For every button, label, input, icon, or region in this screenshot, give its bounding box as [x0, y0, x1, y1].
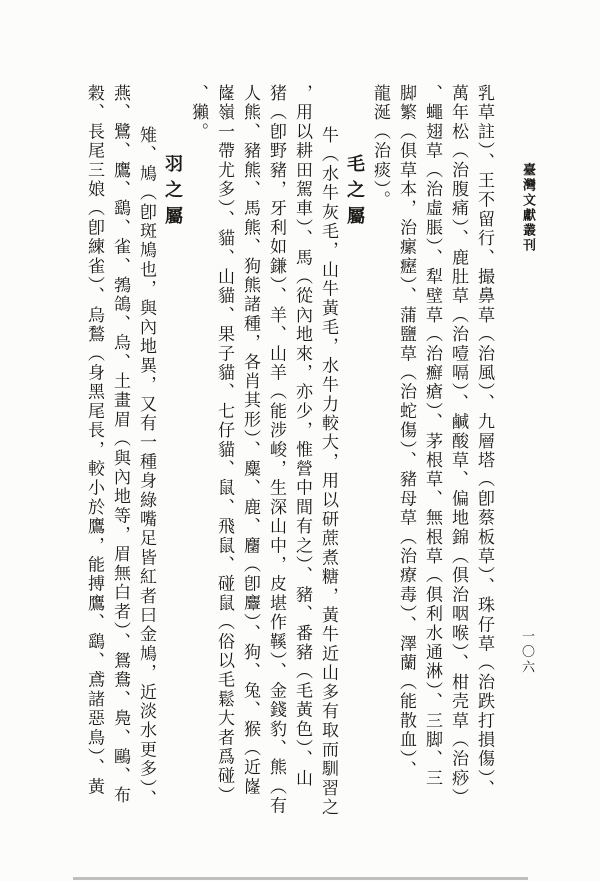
text-column: 乳草註）、王不留行、撮鼻草（治風）、九層塔（卽蔡板草）、珠仔草（治跌打損傷）、: [474, 84, 494, 799]
section-header-furred: 毛之屬: [344, 154, 365, 232]
text-column: 人熊、豬熊、馬熊、狗熊諸種，各肖其形）、麋、鹿、麕（卽麞）、狗、兔、猴（近嶐: [240, 84, 260, 797]
text-column: 、蠅翅草（治虛脹）、犁壁草（治癬瘡）、茅根草、無根草（俱利水通淋）、三脚、三: [422, 84, 442, 789]
text-column: 嶐嶺一帶尤多）、貓、山貓、果子貓、七仔貓、鼠、飛鼠、碰鼠（俗以毛鬆大者爲碰）: [214, 84, 234, 806]
text-column: 猪（卽野豬，牙利如鎌）、羊、山羊（能涉峻，生深山中，皮堪作鞵）、金錢豹、熊（有: [266, 84, 286, 816]
text-block: [81, 84, 497, 824]
text-column: 、獺。: [188, 84, 208, 142]
page-bottom-edge: [73, 877, 528, 880]
section-header-feathered: 羽之屬: [162, 154, 183, 232]
text-column: 雉、鳩（卽斑鳩也，與內地異，又有一種身綠嘴足皆紅者曰金鳩，近淡水更多）、: [136, 126, 156, 809]
text-column: 穀、長尾三娘（卽練雀）、烏鶖（身黑尾長，較小於鷹，能搏鷹、鷂、鳶諸惡鳥）、黃: [84, 84, 104, 797]
page-number: 一〇六: [519, 629, 534, 676]
text-column: 牛（水牛灰毛，山牛黃毛，水牛力較大，用以研蔗煮糖，黃牛近山多有取而馴習之: [318, 126, 338, 818]
text-column: 脚繁（俱草本，治瘰癧）、蒲鹽草（治蛇傷）、豬母草（治療毒）、澤蘭（能散血）、: [396, 84, 416, 780]
text-column: 萬年松（治腹痛）、鹿肚草（治噎嗝）、鹹酸草、偏地錦（俱治咽喉）、柑壳草（治痧）: [448, 84, 468, 808]
text-column: 燕、鷺、鷹、鷂、雀、鵓鴿、烏、土畫眉（與內地等，眉無白者）、鴛鴦、鳧、鷗、布: [110, 84, 130, 806]
text-column: ，用以耕田駕車）、馬（從內地來，亦少，惟營中間有之）、豬、番豬（毛黃色）、山: [292, 84, 312, 789]
series-title: 臺灣文獻叢刊: [520, 163, 535, 253]
text-column: 龍涎（治痰）。: [370, 84, 390, 210]
